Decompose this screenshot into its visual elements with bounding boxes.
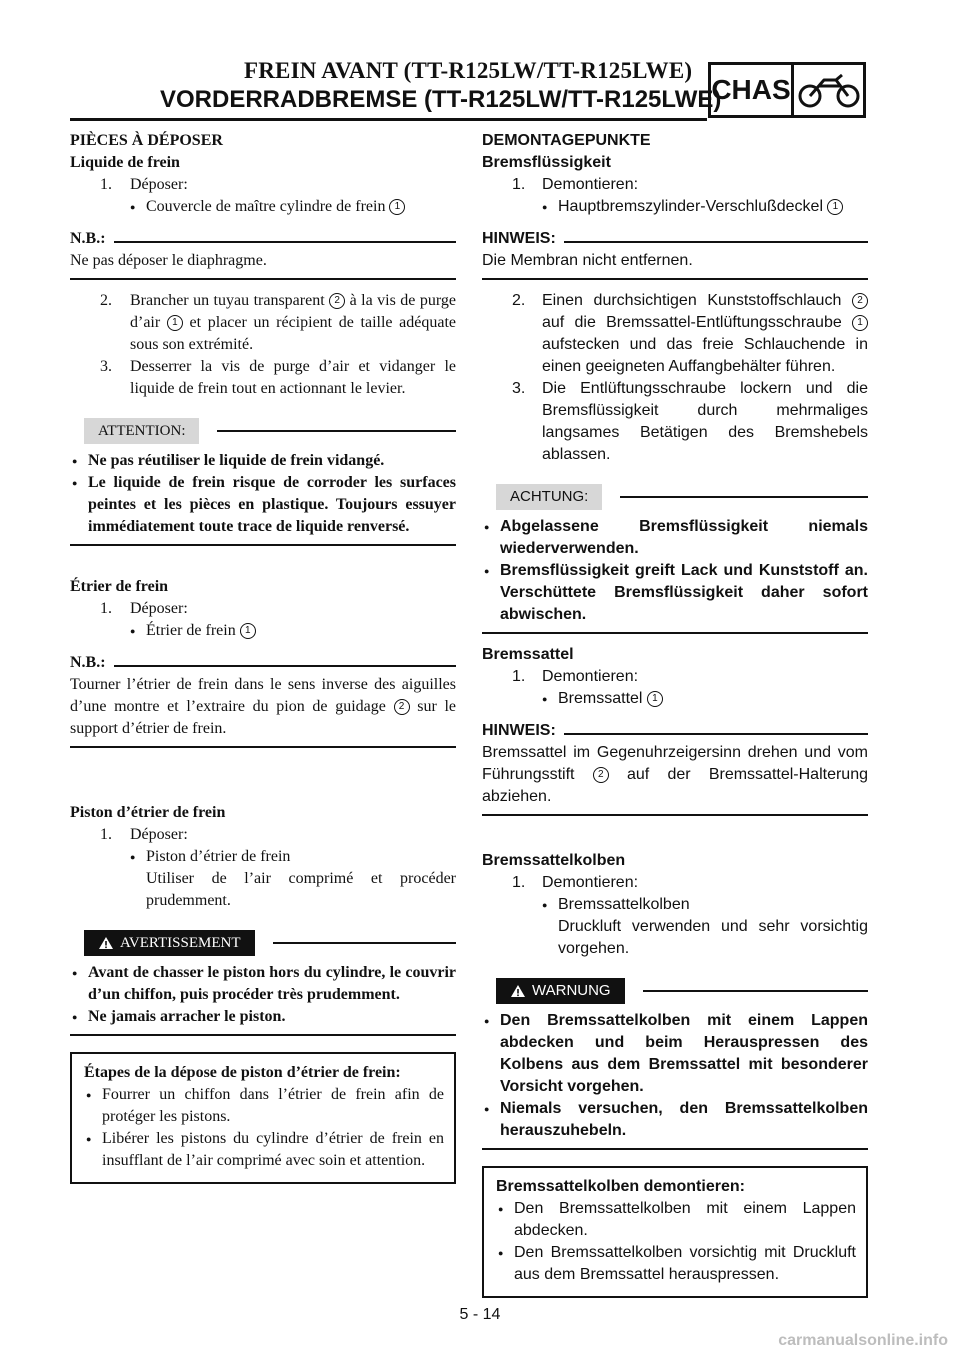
bullet-note: Utiliser de l’air comprimé et procéder prudemment. bbox=[146, 870, 456, 909]
bullet-item: ● Bremssattel 1 bbox=[482, 688, 868, 710]
step: 3. Die Entlüftungsschraube lockern und die Bremsflüssigkeit durch mehrmaliges langsames Betätigen des Bremshebels ablassen. bbox=[512, 380, 868, 463]
step: 1. Demontieren: bbox=[512, 176, 639, 193]
divider bbox=[482, 278, 868, 280]
subsection-title: Bremssattelkolben bbox=[482, 852, 626, 869]
bullet-note: Druckluft verwenden und sehr vorsichtig vorgehen. bbox=[558, 918, 868, 957]
note-header: HINWEIS: bbox=[482, 228, 868, 250]
warning-header: AVERTISSEMENT bbox=[70, 930, 456, 956]
divider bbox=[70, 544, 456, 546]
warning-item: ● Ne jamais arracher le piston. bbox=[70, 1006, 456, 1028]
subsection-title: Bremsflüssigkeit bbox=[482, 154, 611, 171]
warning-item: ● Avant de chasser le piston hors du cylindre, le couvrir d’un chiffon, puis procéder très prudemment. bbox=[70, 962, 456, 1006]
attention-item: ● Le liquide de frein risque de corroder les surfaces peintes et les pièces en plastique. Toujours essuyer immédiatement toute trace de liquide renversé. bbox=[70, 472, 456, 538]
procedure-box bbox=[70, 1052, 456, 1184]
warning-item: ● Niemals versuchen, den Bremssattelkolben herauszuhebeln. bbox=[482, 1098, 868, 1142]
note-text: Tourner l’étrier de frein dans le sens inverse des aiguilles d’une montre et l’extraire du pion de guidage 2 sur le support d’étrier de frein. bbox=[70, 676, 457, 737]
procedure-title: Étapes de la dépose de piston d’étrier de frein: bbox=[84, 1064, 401, 1081]
note-text: Bremssattel im Gegenuhrzeigersinn drehen und vom Führungsstift 2 auf der Bremssattel-Halterung abziehen. bbox=[482, 744, 868, 805]
column-french bbox=[70, 128, 456, 1184]
procedure-title: Bremssattelkolben demontieren: bbox=[496, 1178, 745, 1195]
warning-header: WARNUNG bbox=[482, 978, 868, 1004]
header-rule bbox=[70, 118, 707, 121]
procedure-item: ● Libérer les pistons du cylindre d’étrier de frein en insufflant de l’air comprimé avec soin et attention. bbox=[84, 1128, 444, 1172]
warning-triangle-icon bbox=[98, 936, 114, 950]
step: 2. Einen durchsichtigen Kunststoffschlauch 2 auf die Bremssattel-Entlüftungsschraube 1 aufstecken und das freie Schlauchende in einen geeigneten Auffangbehälter führen. bbox=[512, 292, 868, 375]
attention-item: ● Ne pas réutiliser le liquide de frein vidangé. bbox=[70, 450, 456, 472]
divider bbox=[482, 632, 868, 634]
page-title-de: VORDERRADBREMSE (TT-R125LW/TT-R125LWE) bbox=[160, 86, 722, 113]
column-german bbox=[482, 128, 868, 1298]
divider bbox=[70, 1034, 456, 1036]
attention-header: ACHTUNG: bbox=[482, 484, 868, 510]
step: 3. Desserrer la vis de purge d’air et vidanger le liquide de frein tout en actionnant le levier. bbox=[100, 358, 456, 397]
procedure-item: ● Den Bremssattelkolben mit einem Lappen abdecken. bbox=[496, 1198, 856, 1242]
section-heading: DEMONTAGEPUNKTE bbox=[482, 132, 651, 149]
bullet-item: ● Hauptbremszylinder-Verschlußdeckel 1 bbox=[482, 196, 868, 218]
attention-header: ATTENTION: bbox=[70, 418, 456, 444]
watermark: carmanualsonline.info bbox=[778, 1332, 948, 1349]
page-number: 5 - 14 bbox=[459, 1306, 501, 1323]
motorcycle-icon bbox=[794, 65, 863, 115]
bullet-item: ● Piston d’étrier de frein bbox=[70, 846, 456, 868]
note-header: N.B.: bbox=[70, 228, 456, 250]
step: 1. Déposer: bbox=[100, 826, 188, 843]
divider bbox=[482, 814, 868, 816]
procedure-item: ● Den Bremssattelkolben vorsichtig mit Druckluft aus dem Bremssattel herauspressen. bbox=[496, 1242, 856, 1286]
note-header: HINWEIS: bbox=[482, 720, 868, 742]
section-tab bbox=[708, 62, 866, 118]
divider bbox=[482, 1148, 868, 1150]
divider bbox=[70, 746, 456, 748]
step: 1. Demontieren: bbox=[512, 874, 639, 891]
callout-1: 1 bbox=[389, 199, 405, 215]
divider bbox=[70, 278, 456, 280]
bullet-item: ● Étrier de frein 1 bbox=[70, 620, 456, 642]
bullet-item: ● Bremssattelkolben bbox=[482, 894, 868, 916]
section-label: CHAS bbox=[711, 65, 794, 115]
warning-triangle-icon bbox=[510, 984, 526, 998]
step: 2. Brancher un tuyau transparent 2 à la vis de purge d’air 1 et placer un récipient de taille adéquate sous son extrémité. bbox=[100, 292, 457, 353]
step: 1. Déposer: bbox=[100, 600, 188, 617]
section-heading: PIÈCES À DÉPOSER bbox=[70, 132, 223, 149]
warning-item: ● Den Bremssattelkolben mit einem Lappen abdecken und beim Herauspressen des Kolbens aus dem Bremssattel mit besonderer Vorsicht vorgehen. bbox=[482, 1010, 868, 1098]
note-header: N.B.: bbox=[70, 652, 456, 674]
procedure-box bbox=[482, 1166, 868, 1298]
attention-item: ● Bremsflüssigkeit greift Lack und Kunststoff an. Verschüttete Bremsflüssigkeit daher sofort abwischen. bbox=[482, 560, 868, 626]
subsection-title: Piston d’étrier de frein bbox=[70, 804, 226, 821]
procedure-item: ● Fourrer un chiffon dans l’étrier de frein afin de protéger les pistons. bbox=[84, 1084, 444, 1128]
step: 1. Déposer: bbox=[100, 176, 188, 193]
note-text: Ne pas déposer le diaphragme. bbox=[70, 252, 267, 269]
attention-item: ● Abgelassene Bremsflüssigkeit niemals wiederverwenden. bbox=[482, 516, 868, 560]
step: 1. Demontieren: bbox=[512, 668, 639, 685]
page-title-fr: FREIN AVANT (TT-R125LW/TT-R125LWE) bbox=[244, 58, 693, 83]
bullet-item: ● Couvercle de maître cylindre de frein 1 bbox=[70, 196, 456, 218]
subsection-title: Bremssattel bbox=[482, 646, 574, 663]
subsection-title: Liquide de frein bbox=[70, 154, 180, 171]
subsection-title: Étrier de frein bbox=[70, 578, 169, 595]
note-text: Die Membran nicht entfernen. bbox=[482, 252, 693, 269]
